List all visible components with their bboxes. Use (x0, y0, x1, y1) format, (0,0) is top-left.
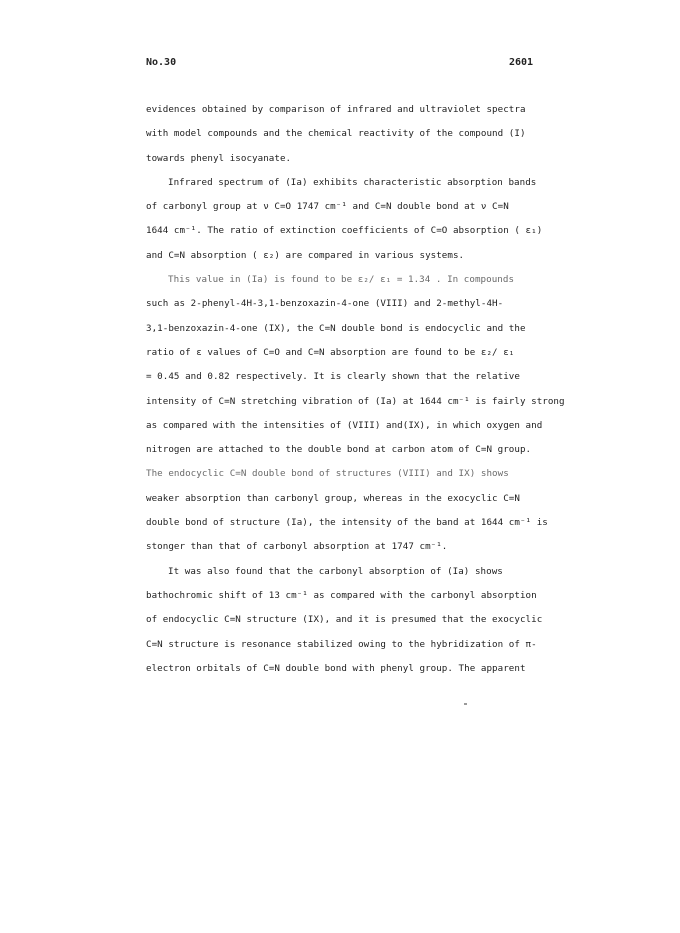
scan-speck (464, 703, 467, 705)
text-line: The endocyclic C=N double bond of structures (VIII) and IX) shows (146, 468, 509, 480)
text-line: 3,1-benzoxazin-4-one (IX), the C=N double bond is endocyclic and the (146, 322, 526, 334)
text-line: Infrared spectrum of (Ia) exhibits characteristic absorption bands (168, 176, 537, 188)
text-line: stonger than that of carbonyl absorption at 1747 cm⁻¹. (146, 541, 448, 553)
text-line: intensity of C=N stretching vibration of (Ia) at 1644 cm⁻¹ is fairly strong (146, 395, 565, 407)
text-line: of carbonyl group at ν C=O 1747 cm⁻¹ and C=N double bond at ν C=N (146, 201, 509, 213)
text-line: weaker absorption than carbonyl group, whereas in the exocyclic C=N (146, 492, 520, 504)
text-line: towards phenyl isocyanate. (146, 152, 292, 164)
journal-issue-number: No.30 (146, 57, 177, 68)
text-line: as compared with the intensities of (VIII) and(IX), in which oxygen and (146, 419, 543, 431)
text-line: such as 2-phenyl-4H-3,1-benzoxazin-4-one (VIII) and 2-methyl-4H- (146, 298, 504, 310)
text-line: 1644 cm⁻¹. The ratio of extinction coefficients of C=O absorption ( ε₁) (146, 225, 543, 237)
text-line: = 0.45 and 0.82 respectively. It is clearly shown that the relative (146, 371, 520, 383)
text-line: of endocyclic C=N structure (IX), and it is presumed that the exocyclic (146, 614, 543, 626)
text-line: evidences obtained by comparison of infrared and ultraviolet spectra (146, 104, 526, 115)
text-line: and C=N absorption ( ε₂) are compared in various systems. (146, 249, 465, 261)
text-line: with model compounds and the chemical reactivity of the compound (I) (146, 128, 526, 140)
text-line: bathochromic shift of 13 cm⁻¹ as compared with the carbonyl absorption (146, 589, 537, 601)
text-line: It was also found that the carbonyl absorption of (Ia) shows (168, 565, 503, 577)
page-number: 2601 (509, 57, 534, 68)
text-line: double bond of structure (Ia), the intensity of the band at 1644 cm⁻¹ is (146, 517, 548, 529)
text-line: electron orbitals of C=N double bond with phenyl group. The apparent (146, 662, 526, 674)
text-line: nitrogen are attached to the double bond at carbon atom of C=N group. (146, 444, 532, 456)
text-line: ratio of ε values of C=O and C=N absorption are found to be ε₂/ ε₁ (146, 346, 515, 358)
text-line: C=N structure is resonance stabilized owing to the hybridization of π- (146, 638, 537, 650)
body-text (146, 98, 565, 681)
text-line: This value in (Ia) is found to be ε₂/ ε₁ = 1.34 . In compounds (168, 274, 515, 286)
